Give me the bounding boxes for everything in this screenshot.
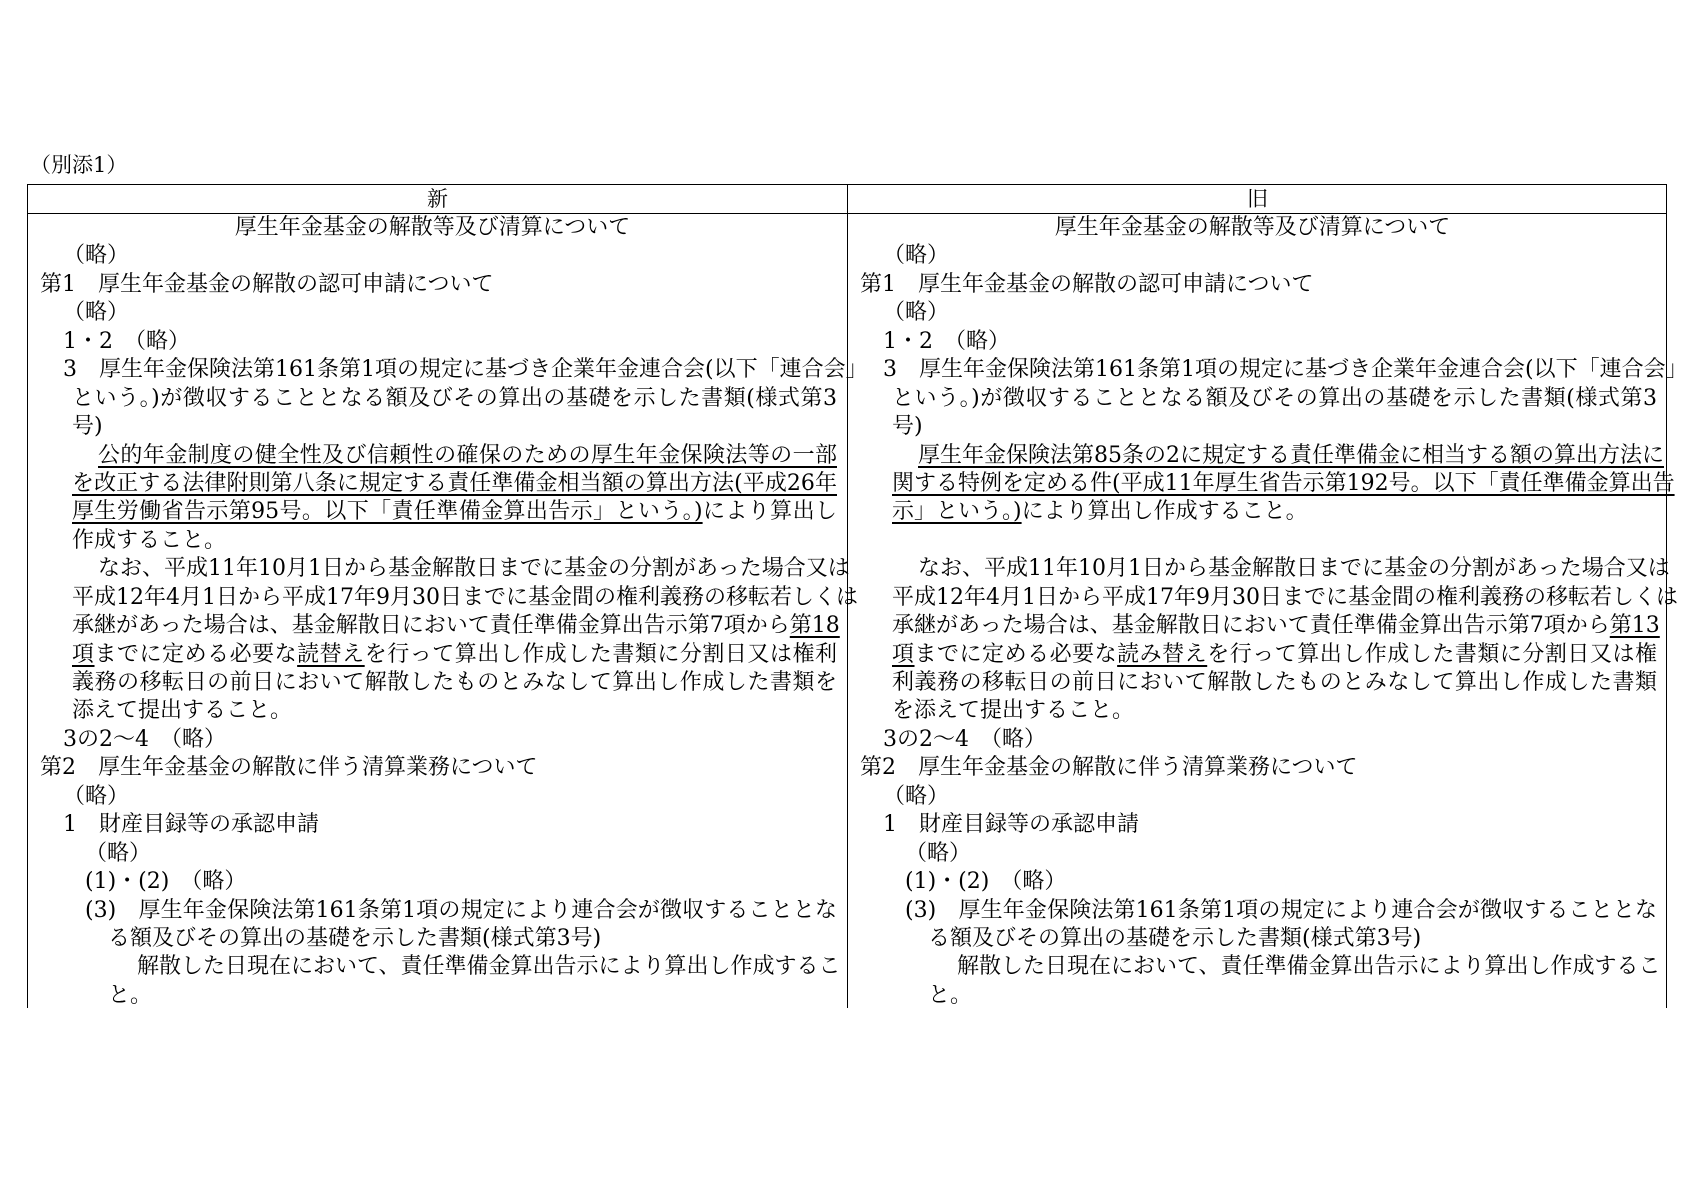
- new-column: [28, 185, 868, 1008]
- text-line: [28, 242, 847, 270]
- text-line: [848, 669, 1667, 697]
- text-segment: 3の2～4 （略）: [883, 726, 1046, 752]
- text-line: [848, 697, 1667, 725]
- amended-text: 厚生労働省告示第95号。以下「責任準備金算出告示」という。): [72, 499, 703, 525]
- text-line: [848, 584, 1678, 612]
- text-line: [28, 413, 847, 441]
- text-line: [28, 669, 847, 697]
- text-line: [28, 754, 847, 782]
- new-column-header: 新: [28, 185, 847, 214]
- text-segment: 平成12年4月1日から平成17年9月30日までに基金間の権利義務の移転若しくは: [892, 584, 1678, 610]
- text-line: [28, 612, 847, 640]
- amended-text: 示」という。): [892, 499, 1022, 525]
- text-line: [28, 442, 847, 470]
- text-line: [848, 953, 1667, 981]
- text-segment: 作成すること。: [72, 527, 227, 553]
- text-segment: を行って算出し作成した書類に分割日又は権: [1207, 641, 1657, 667]
- text-segment: と。: [108, 982, 153, 1008]
- text-segment: 号): [892, 414, 923, 440]
- text-segment: 1 財産目録等の承認申請: [63, 812, 319, 838]
- text-segment: 1・2 （略）: [63, 328, 190, 354]
- text-line: [28, 783, 847, 811]
- document-title: [848, 214, 1667, 242]
- text-line: [848, 470, 1675, 498]
- text-line: [28, 925, 847, 953]
- text-line: [28, 868, 847, 896]
- text-segment: 添えて提出すること。: [72, 698, 293, 724]
- text-line: [28, 498, 847, 526]
- text-segment: 義務の移転日の前日において解散したものとみなして算出し作成した書類を: [72, 670, 837, 695]
- amended-text: 項: [892, 641, 915, 667]
- text-segment: （略）: [883, 300, 950, 326]
- comparison-table: [27, 184, 1688, 1008]
- text-line: [28, 555, 850, 583]
- text-line: [848, 413, 1667, 441]
- text-line: [28, 811, 847, 839]
- text-line: [848, 328, 1667, 356]
- text-line: [848, 897, 1667, 925]
- amended-text: 関する特例を定める件(平成11年厚生省告示第192号。以下「責任準備金算出告: [892, 470, 1675, 496]
- text-segment: （略）: [63, 783, 130, 809]
- text-segment: （略）: [63, 243, 130, 269]
- text-segment: 第1 厚生年金基金の解散の認可申請について: [860, 271, 1314, 297]
- text-segment: （略）: [905, 840, 972, 866]
- amended-text: を改正する法律附則第八条に規定する責任準備金相当額の算出方法(平成26年: [72, 470, 837, 496]
- text-segment: 第2 厚生年金基金の解散に伴う清算業務について: [860, 755, 1358, 781]
- text-line: [848, 498, 1667, 526]
- text-segment: 厚生年金基金の解散等及び清算について: [234, 215, 631, 240]
- old-column-body: [848, 214, 1688, 1010]
- text-segment: なお、平成11年10月1日から基金解散日までに基金の分割があった場合又は: [98, 556, 850, 582]
- text-line: [848, 385, 1667, 413]
- text-segment: 号): [72, 414, 103, 440]
- text-line: [848, 754, 1667, 782]
- text-line: [28, 271, 847, 299]
- text-line: [848, 811, 1667, 839]
- text-segment: までに定める必要な: [94, 641, 298, 667]
- text-line: [848, 925, 1667, 953]
- text-line: [28, 527, 847, 555]
- text-line: [848, 783, 1667, 811]
- text-line: [848, 299, 1667, 327]
- amended-text: 第13: [1609, 613, 1660, 639]
- text-segment: 厚生年金基金の解散等及び清算について: [1054, 215, 1451, 240]
- text-segment: 3の2～4 （略）: [63, 726, 226, 752]
- amended-text: 読み替え: [1117, 641, 1208, 667]
- text-line: [28, 385, 847, 413]
- text-segment: (3) 厚生年金保険法第161条第1項の規定により連合会が徴収することとな: [905, 897, 1657, 923]
- text-segment: 解散した日現在において、責任準備金算出告示により算出し作成するこ: [957, 954, 1661, 980]
- text-segment: (1)・(2) （略）: [85, 869, 247, 895]
- text-line: [848, 641, 1667, 669]
- text-segment: を添えて提出すること。: [892, 698, 1135, 724]
- text-segment: という。)が徴収することとなる額及びその算出の基礎を示した書類(様式第3: [72, 385, 837, 411]
- text-line: [28, 726, 847, 754]
- text-segment: る額及びその算出の基礎を示した書類(様式第3号): [108, 925, 602, 951]
- amended-text: 第18: [789, 613, 840, 639]
- text-segment: (3) 厚生年金保険法第161条第1項の規定により連合会が徴収することとな: [85, 897, 837, 923]
- text-segment: （略）: [85, 840, 152, 866]
- text-line: [848, 840, 1667, 868]
- text-line: [848, 527, 1667, 555]
- text-line: [848, 612, 1667, 640]
- text-segment: 平成12年4月1日から平成17年9月30日までに基金間の権利義務の移転若しくは: [72, 584, 858, 610]
- text-segment: なお、平成11年10月1日から基金解散日までに基金の分割があった場合又は: [918, 556, 1670, 582]
- text-segment: 利義務の移転日の前日において解散したものとみなして算出し作成した書類: [892, 670, 1657, 695]
- amended-text: 厚生年金保険法第85条の2に規定する責任準備金に相当する額の算出方法に: [918, 442, 1664, 468]
- text-segment: により算出し作成すること。: [1021, 499, 1308, 525]
- old-column-header: 旧: [848, 185, 1667, 214]
- text-line: [28, 584, 858, 612]
- text-segment: 1・2 （略）: [883, 328, 1010, 354]
- text-segment: 解散した日現在において、責任準備金算出告示により算出し作成するこ: [137, 954, 841, 980]
- text-line: [28, 328, 847, 356]
- amended-text: 公的年金制度の健全性及び信頼性の確保のための厚生年金保険法等の一部: [98, 442, 837, 468]
- text-line: [848, 271, 1667, 299]
- text-segment: を行って算出し作成した書類に分割日又は権利: [364, 641, 837, 667]
- text-line: [28, 697, 847, 725]
- text-segment: 第1 厚生年金基金の解散の認可申請について: [40, 271, 494, 297]
- text-line: [28, 356, 868, 384]
- text-line: [848, 242, 1667, 270]
- text-segment: 3 厚生年金保険法第161条第1項の規定に基づき企業年金連合会(以下「連合会」: [883, 357, 1688, 383]
- text-segment: 第2 厚生年金基金の解散に伴う清算業務について: [40, 755, 538, 781]
- text-segment: 承継があった場合は、基金解散日において責任準備金算出告示第7項から: [72, 613, 790, 639]
- text-segment: （略）: [883, 783, 950, 809]
- text-line: [28, 982, 847, 1010]
- text-segment: により算出し: [702, 499, 837, 525]
- text-segment: 承継があった場合は、基金解散日において責任準備金算出告示第7項から: [892, 613, 1610, 639]
- text-segment: と。: [928, 982, 973, 1008]
- text-line: [848, 555, 1670, 583]
- old-column: [847, 185, 1688, 1008]
- amended-text: 読替え: [297, 641, 365, 667]
- text-segment: （略）: [63, 300, 130, 326]
- text-line: [28, 299, 847, 327]
- document-title: [28, 214, 847, 242]
- text-line: [28, 470, 847, 498]
- text-line: [848, 982, 1667, 1010]
- text-line: [28, 840, 847, 868]
- text-line: [28, 897, 847, 925]
- text-line: [848, 442, 1667, 470]
- text-line: [848, 868, 1667, 896]
- new-column-body: [28, 214, 868, 1010]
- amended-text: 項: [72, 641, 95, 667]
- text-segment: る額及びその算出の基礎を示した書類(様式第3号): [928, 925, 1422, 951]
- text-segment: という。)が徴収することとなる額及びその算出の基礎を示した書類(様式第3: [892, 385, 1657, 411]
- text-line: [28, 953, 847, 981]
- attachment-caption: （別添1）: [30, 153, 128, 177]
- text-segment: 3 厚生年金保険法第161条第1項の規定に基づき企業年金連合会(以下「連合会」: [63, 357, 868, 383]
- text-segment: (1)・(2) （略）: [905, 869, 1067, 895]
- text-segment: 1 財産目録等の承認申請: [883, 812, 1139, 838]
- text-line: [28, 641, 847, 669]
- text-segment: （略）: [883, 243, 950, 269]
- text-line: [848, 356, 1688, 384]
- text-line: [848, 726, 1667, 754]
- text-segment: までに定める必要な: [914, 641, 1118, 667]
